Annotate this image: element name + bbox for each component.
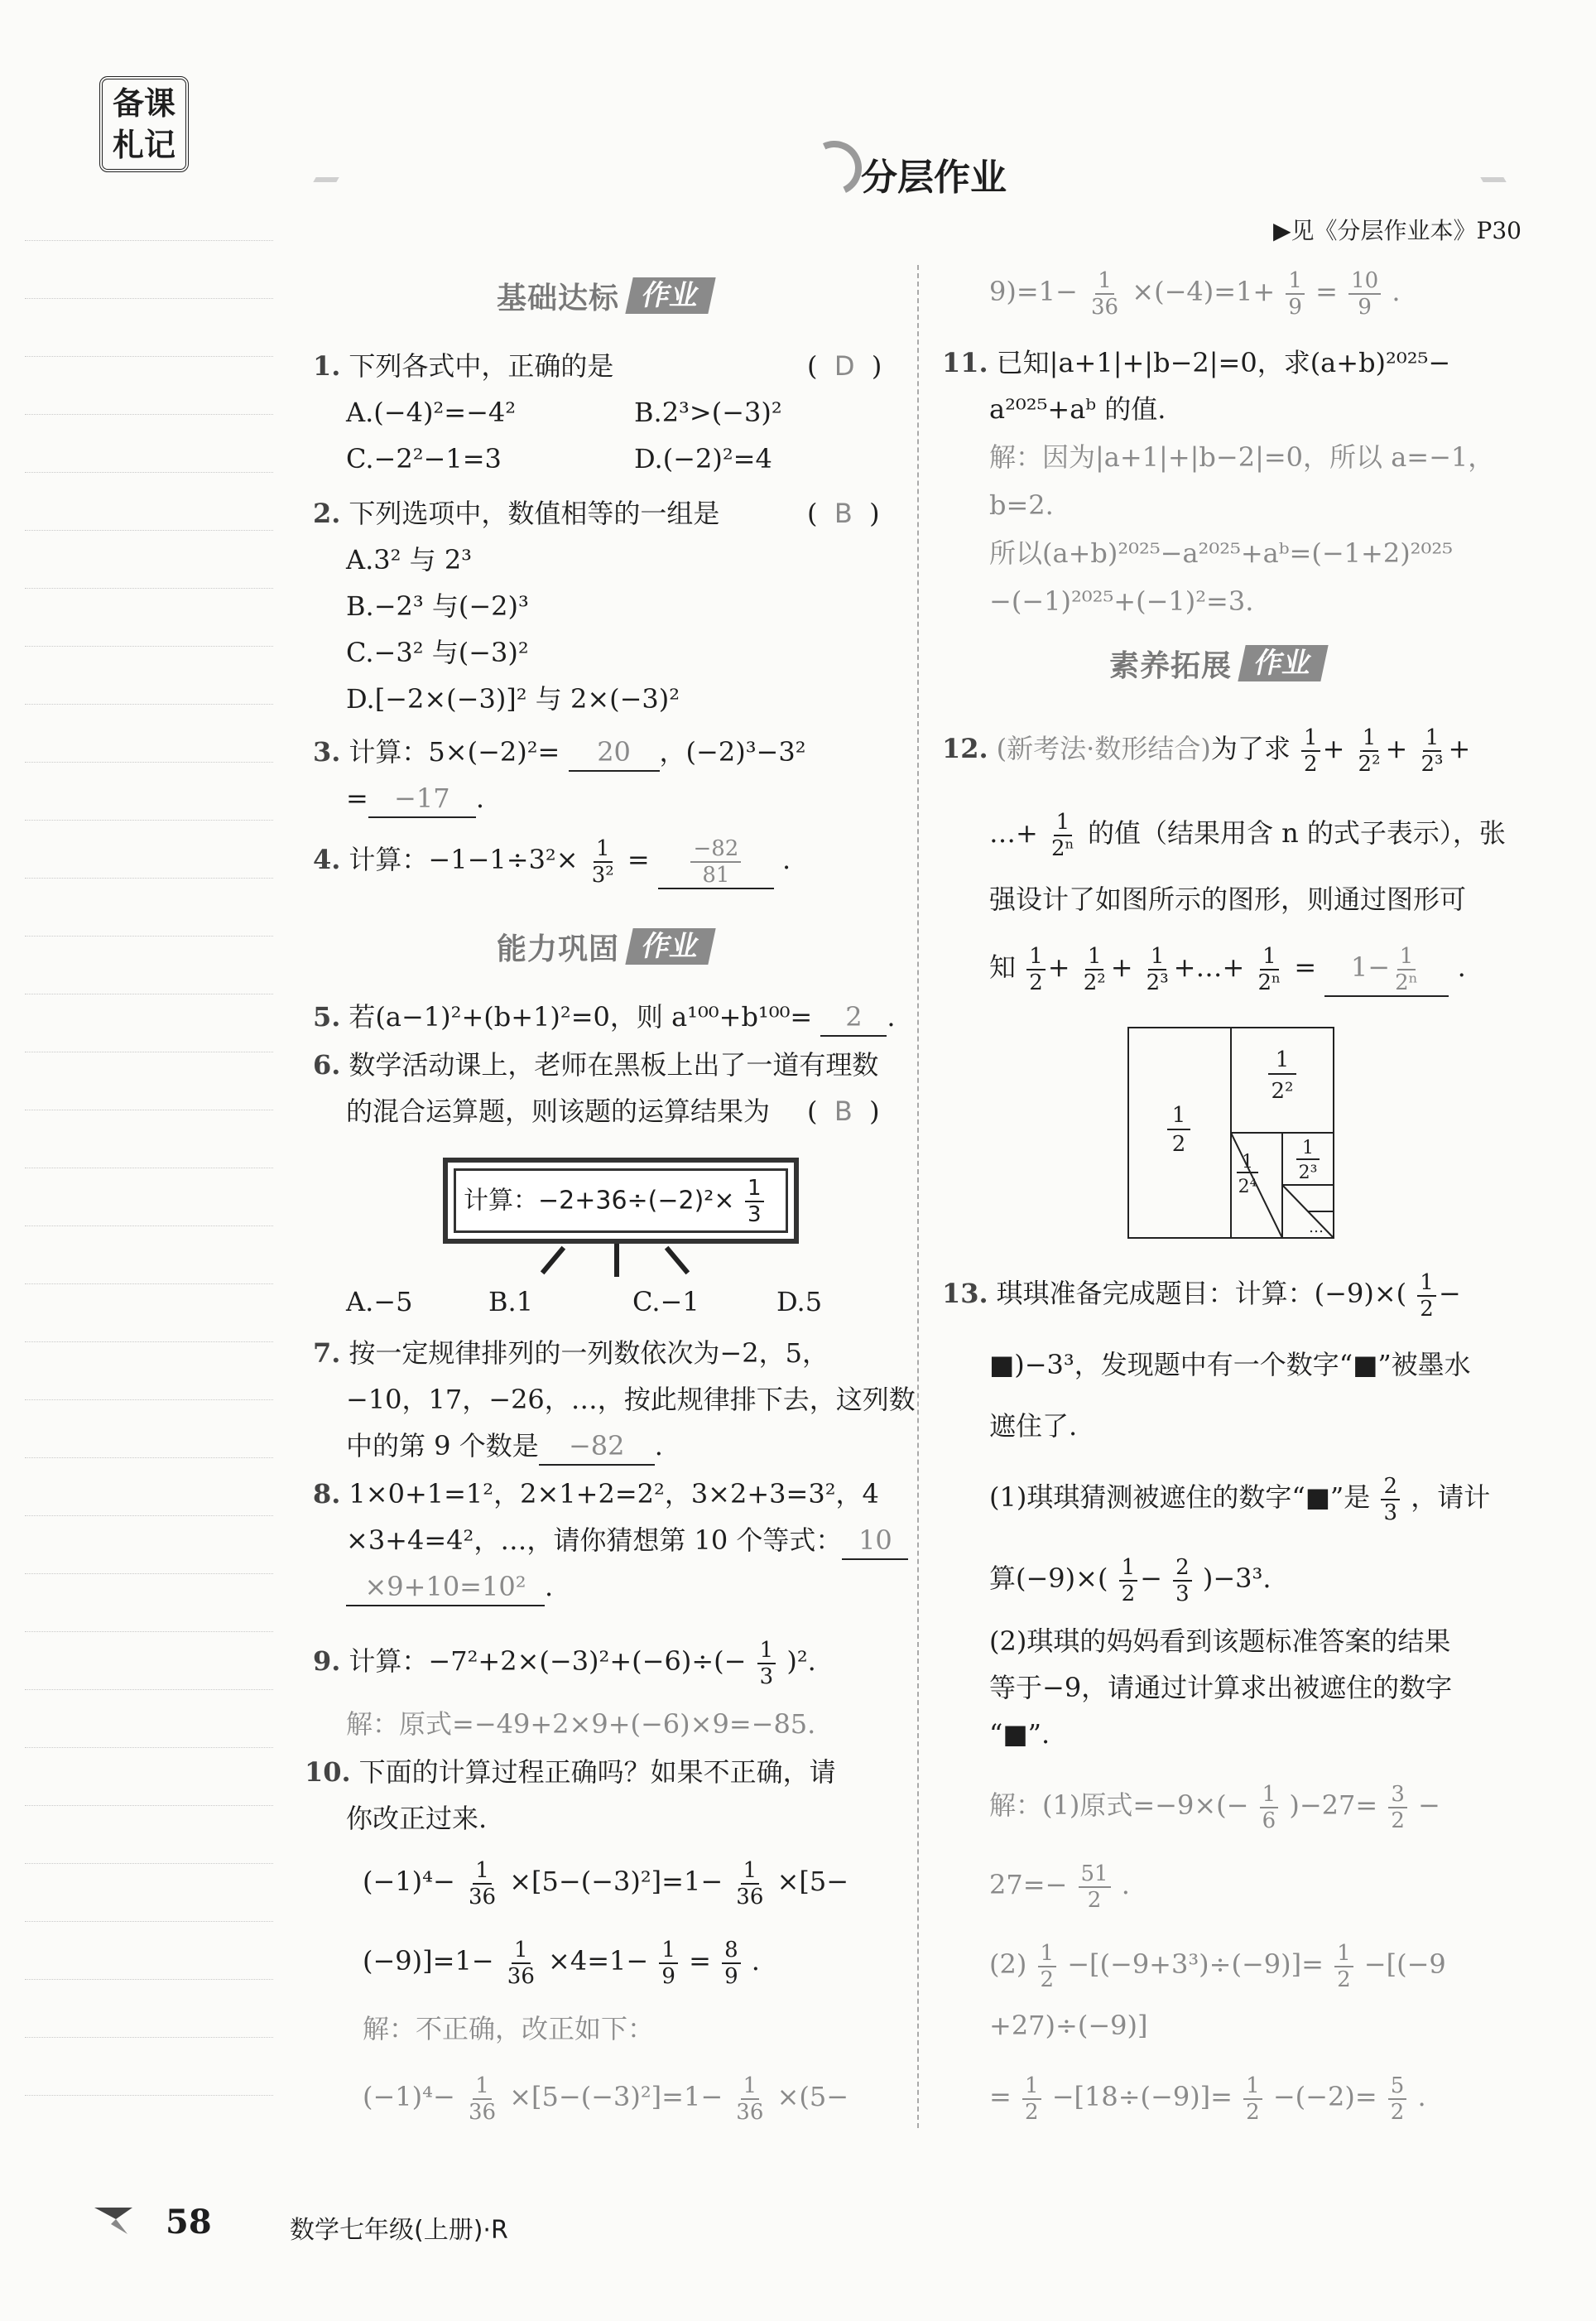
q10-solution1: 解：不正确，改正如下： [363, 2013, 655, 2044]
q1-stem: 1. 下列各式中，正确的是 [313, 350, 614, 382]
q6-option-c: C.−1 [632, 1286, 699, 1317]
page-title: 分层作业 [861, 156, 1007, 199]
section-basic-tag: 作业 [625, 277, 715, 314]
q10-line1: 10. 下面的计算过程正确吗？如果不正确，请 [305, 1756, 836, 1788]
q5-line: 5. 若(a−1)²+(b+1)²=0，则 a¹⁰⁰+b¹⁰⁰= 2 . [313, 999, 896, 1037]
q13-solution4: +27)÷(−9)] [989, 2010, 1148, 2041]
fig-label-quarter: 1 [1275, 1047, 1290, 1072]
q13-part2-line1: (2)琪琪的妈妈看到该题标准答案的结果 [989, 1625, 1451, 1657]
q10-line3: (−1)⁴− $\frac{1}{36}$ ×[5−(−3)²]=1− $\frac{1}{36}$ ×[5− [363, 1857, 849, 1909]
q9-line: 9. 计算：−7²+2×(−3)²+(−6)÷(− $\frac{1}{3}$ )². [313, 1637, 816, 1689]
q10-line4: (−9)]=1− $\frac{1}{36}$ ×4=1− $\frac{1}{9}$ = $\frac{8}{9}$ . [363, 1937, 760, 1989]
q6-answer: ( B ) [807, 1095, 880, 1127]
q10-line2: 你改正过来. [346, 1803, 488, 1834]
notes-box [99, 76, 189, 172]
fig-label-eighth-den: 2³ [1298, 1163, 1318, 1183]
q3-answer1: 20 [569, 734, 660, 772]
q1-answer: ( D ) [807, 350, 882, 382]
q8-line1: 8. 1×0+1=1²，2×1+2=2²，3×2+3=3²，4 [313, 1478, 879, 1510]
section-ability-tag: 作业 [625, 928, 715, 965]
q8-line3: ×9+10=10² . [346, 1568, 553, 1606]
q12-line4: 知 $\frac{1}{2}$ + $\frac{1}{\text{2²}}$ + $\frac{1}{\text{2³}}$ +…+ $\frac{1}{\text{2ⁿ}}$ = 1− $\frac{1}{\text{2ⁿ}}$ . [989, 941, 1466, 997]
q7-line2: −10，17，−26，…，按此规律排下去，这列数 [346, 1384, 916, 1415]
q13-line3: 遮住了. [989, 1410, 1078, 1442]
blackboard-text: 计算：−2+36÷(−2)²× $\frac{1}{3}$ [464, 1176, 767, 1227]
q2-option-a: A.3² 与 2³ [346, 544, 473, 575]
fig-label-sixteenth: 1 [1242, 1152, 1253, 1173]
section-ability-title: 能力巩固 [497, 932, 620, 966]
q3-answer2: −17 [368, 780, 476, 818]
q3-line2: = −17 . [346, 780, 484, 818]
q9-solution: 解：原式=−49+2×9+(−6)×9=−85. [346, 1708, 816, 1740]
q4-line: 4. 计算：−1−1÷3²× $\frac{1}{\text{3²}}$ = $\frac{-82}{81}$ . [313, 835, 791, 888]
q11-line2: a²⁰²⁵+aᵇ 的值. [989, 393, 1166, 425]
q13-part2-line2: 等于−9，请通过计算求出被遮住的数字 [989, 1672, 1453, 1703]
q8-answer1: 10 [842, 1522, 908, 1560]
q13-line1: 13. 琪琪准备完成题目：计算：(−9)×( $\frac{1}{2}$ − [942, 1269, 1461, 1322]
q12-line1: 12. (新考法·数形结合)为了求 $\frac{1}{2}$ + $\frac{1}{\text{2²}}$ + $\frac{1}{\text{2³}}$ + [942, 725, 1471, 777]
workbook-reference: ▶见《分层作业本》P30 [1272, 217, 1521, 244]
q6-option-d: D.5 [776, 1286, 823, 1317]
q1-option-d: D.(−2)²=4 [634, 443, 772, 474]
q1-option-b: B.2³>(−3)² [634, 397, 782, 428]
fig-label-eighth: 1 [1302, 1138, 1314, 1158]
fig-label-half-den: 2 [1171, 1132, 1186, 1157]
q13-line2: ■)−3³，发现题中有一个数字“■”被墨水 [989, 1349, 1471, 1380]
q6-option-a: A.−5 [346, 1286, 413, 1317]
q7-answer: −82 [539, 1428, 655, 1466]
q7-line1: 7. 按一定规律排列的一列数依次为−2，5， [313, 1337, 829, 1369]
notes-line2: 札记 [112, 126, 175, 163]
fig-label-quarter-den: 2² [1271, 1079, 1294, 1104]
q12-answer: 1− $\frac{1}{\text{2ⁿ}}$ [1324, 941, 1449, 997]
fig-label-sixteenth-den: 2⁴ [1238, 1177, 1257, 1197]
q13-part1-line2: 算(−9)×( $\frac{1}{2}$ − $\frac{2}{3}$ )−3³. [989, 1554, 1272, 1606]
q11-solution1: 解：因为|a+1|+|b−2|=0，所以 a=−1， [989, 441, 1495, 473]
q11-solution3: 所以(a+b)²⁰²⁵−a²⁰²⁵+aᵇ=(−1+2)²⁰²⁵ [989, 537, 1453, 569]
q13-solution1: 解：(1)原式=−9×(− $\frac{1}{6}$ )−27= $\frac{3}{2}$ − [989, 1781, 1440, 1833]
q11-solution4: −(−1)²⁰²⁵+(−1)²=3. [989, 585, 1254, 617]
book-title: 数学七年级(上册)·R [290, 2216, 508, 2245]
fig-label-half: 1 [1171, 1103, 1186, 1128]
section-extend [1109, 643, 1324, 684]
q12-line2: …+ $\frac{1}{\text{2ⁿ}}$ 的值（结果用含 n 的式子表示），张 [989, 809, 1506, 861]
q13-part2-line3: “■”. [989, 1718, 1050, 1750]
q2-option-d: D.[−2×(−3)]² 与 2×(−3)² [346, 683, 680, 715]
header-arc-icon [800, 133, 870, 204]
q12-line3: 强设计了如图所示的图形，则通过图形可 [989, 884, 1467, 915]
q2-option-b: B.−2³ 与(−2)³ [346, 590, 529, 622]
q3-line1: 3. 计算：5×(−2)²= 20 ，(−2)³−3² [313, 734, 806, 772]
q2-stem: 2. 下列选项中，数值相等的一组是 [313, 498, 720, 529]
page-number: 58 [166, 2203, 212, 2242]
fig-label-dots: … [1309, 1219, 1324, 1236]
q6-line1: 6. 数学活动课上，老师在黑板上出了一道有理数 [313, 1049, 879, 1081]
q7-line3: 中的第 9 个数是 −82 . [346, 1428, 663, 1466]
section-ability [497, 926, 712, 967]
q8-answer2: ×9+10=10² [346, 1568, 545, 1606]
section-extend-title: 素养拓展 [1109, 648, 1233, 683]
q11-line1: 11. 已知|a+1|+|b−2|=0，求(a+b)²⁰²⁵− [942, 347, 1451, 378]
q10-solution3: 9)=1− $\frac{1}{36}$ ×(−4)=1+ $\frac{1}{9}$ = $\frac{10}{9}$ . [989, 267, 1401, 320]
q1-option-c: C.−2²−1=3 [346, 443, 502, 474]
section-basic-title: 基础达标 [497, 281, 620, 315]
q13-solution5: = $\frac{1}{2}$ −[18÷(−9)]= $\frac{1}{2}$ −(−2)= $\frac{5}{2}$ . [989, 2073, 1426, 2125]
column-divider [917, 265, 919, 2128]
page-corner-icon [91, 2203, 137, 2236]
q2-answer: ( B ) [807, 498, 880, 529]
q6-line2: 的混合运算题，则该题的运算结果为 [346, 1095, 771, 1127]
q11-solution2: b=2. [989, 489, 1054, 521]
q10-solution2: (−1)⁴− $\frac{1}{36}$ ×[5−(−3)²]=1− $\frac{1}{36}$ ×(5− [363, 2073, 849, 2125]
square-partition-figure [1127, 1027, 1334, 1239]
q5-answer: 2 [820, 999, 887, 1037]
q2-option-c: C.−3² 与(−3)² [346, 637, 529, 668]
q13-solution2: 27=− $\frac{51}{2}$ . [989, 1861, 1130, 1913]
q6-option-b: B.1 [488, 1286, 534, 1317]
q13-solution3: (2) $\frac{1}{2}$ −[(−9+3³)÷(−9)]= $\frac{1}{2}$ −[(−9 [989, 1940, 1446, 1992]
q13-part1-line1: (1)琪琪猜测被遮住的数字“■”是 $\frac{2}{3}$ ，请计 [989, 1473, 1491, 1525]
notes-line1: 备课 [112, 84, 175, 122]
section-basic [497, 275, 712, 316]
q8-line2: ×3+4=4²，…，请你猜想第 10 个等式： 10 [346, 1522, 908, 1560]
section-extend-tag: 作业 [1238, 645, 1328, 681]
q1-option-a: A.(−4)²=−4² [346, 397, 517, 428]
